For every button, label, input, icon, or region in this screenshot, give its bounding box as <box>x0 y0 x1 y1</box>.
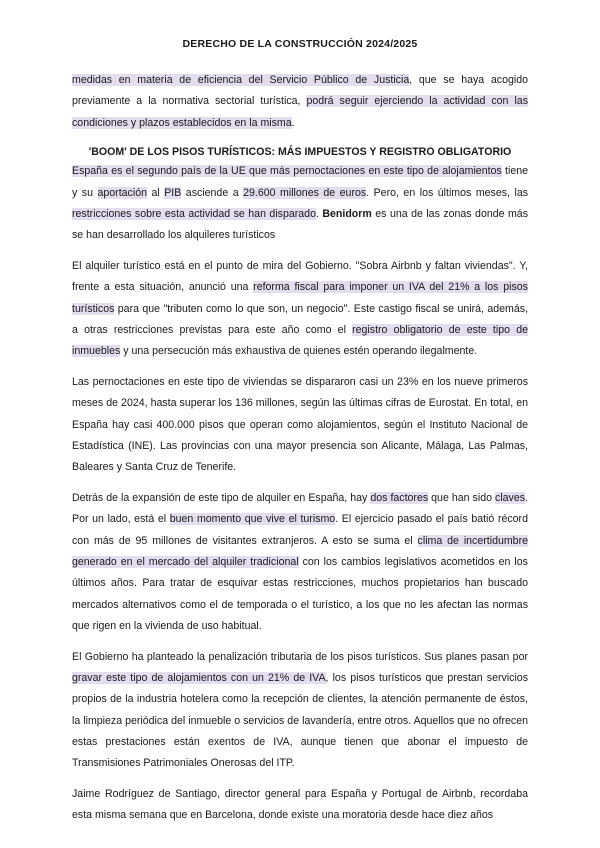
highlight: España es el segundo país de la UE que más pernoctaciones en este tipo de alojamientos <box>72 165 502 178</box>
highlight: registro obligatorio de este tipo de inmuebles <box>72 323 528 358</box>
text-run: . El ejercicio pasado el país batió récord con más de 95 millones de visitantes extranjeros. A esto se suma el <box>72 513 528 547</box>
highlight: clima de incertidumbre generado en el mercado del alquiler tradicional <box>72 534 528 568</box>
text-run: . Por un lado, está el <box>72 492 528 526</box>
document-body <box>72 70 528 836</box>
text-run: y una persecución más exhaustiva de quienes estén operando ilegalmente. <box>120 345 478 358</box>
text-run: para que "tributen como lo que son, un negocio". Este castigo fiscal se unirá, además, a otras restricciones previstas para este año como el <box>72 302 528 336</box>
text-run: El alquiler turístico está en el punto de mira del Gobierno. "Sobra Airbnb y faltan viviendas". Y, frente a esta situación, anunció una <box>72 260 528 294</box>
text-run: es una de las zonas donde más se han desarrollado los alquileres turísticos <box>72 207 528 242</box>
highlight: podrá seguir ejerciendo la actividad con las condiciones y plazos establecidos en la misma <box>72 95 528 129</box>
text-run: que han sido <box>428 492 496 505</box>
highlight: dos factores <box>370 492 429 505</box>
text-run: . <box>315 207 323 220</box>
paragraph-1 <box>72 70 528 134</box>
paragraph-3 <box>72 256 528 362</box>
highlight: PIB <box>164 186 182 199</box>
highlight: claves <box>495 492 526 505</box>
page-header: DERECHO DE LA CONSTRUCCIÓN 2024/2025 <box>182 38 418 50</box>
paragraph-4: Las pernoctaciones en este tipo de viviendas se dispararon casi un 23% en los nueve primeros meses de 2024, hasta superar los 136 millones, según las últimas cifras de Eurostat. En total, en España hay casi 400.000 pisos que operan como alojamientos, según el Instituto Nacional de Estadística (INE). Las provincias con una mayor presencia son Alicante, Málaga, Las Palmas, Baleares y Santa Cruz de Tenerife. <box>72 376 528 474</box>
paragraph-5 <box>72 488 528 637</box>
highlight: gravar este tipo de alojamientos con un 21% de IVA <box>72 671 326 684</box>
text-run: . <box>291 116 295 129</box>
text-run: Detrás de la expansión de este tipo de alquiler en España, hay <box>72 492 371 505</box>
highlight: medidas en materia de eficiencia del Servicio Público de Justicia <box>72 74 410 86</box>
highlight: buen momento que vive el turismo <box>169 513 336 526</box>
bold-text: Benidorm <box>322 207 372 220</box>
highlight: restricciones sobre esta actividad se han disparado <box>72 207 316 220</box>
text-run: , los pisos turísticos que prestan servicios propios de la industria hotelera como la recepción de clientes, la atención permanente de éstos, la limpieza periódica del inmueble o servicios de lavandería, entre otros. Aquellos que no ofrecen estas prestaciones están exentos de IVA, aunque tienen que abonar el impuesto de Transmisiones Patrimoniales Onerosas del ITP. <box>72 671 528 770</box>
highlight: aportación <box>97 186 147 199</box>
text-run: . Pero, en los últimos meses, las <box>366 186 529 199</box>
text-run: , que se haya acogido previamente a la normativa sectorial turística, <box>72 74 528 108</box>
section-title: 'BOOM' DE LOS PISOS TURÍSTICOS: MÁS IMPUESTOS Y REGISTRO OBLIGATORIO <box>88 146 512 159</box>
text-run: asciende a <box>181 186 244 199</box>
highlight: 29.600 millones de euros <box>243 186 367 199</box>
text-run: tiene y su <box>72 165 528 199</box>
paragraph-2 <box>72 161 528 246</box>
text-run: con los cambios legislativos acometidos en los últimos años. Para tratar de esquivar estas restricciones, muchos propietarios han buscado mercados alternativos como el de temporada o el turístico, a los que no les afectan las normas que rigen en la vivienda de uso habitual. <box>72 555 528 632</box>
highlight: reforma fiscal para imponer un IVA del 21% a los pisos turísticos <box>72 281 528 315</box>
paragraph-7: Jaime Rodríguez de Santiago, director general para España y Portugal de Airbnb, recordaba esta misma semana que en Barcelona, donde existe una moratoria desde hace diez años <box>72 787 528 822</box>
text-run: El Gobierno ha planteado la penalización tributaria de los pisos turísticos. Sus planes pasan por <box>72 650 528 663</box>
text-run: al <box>146 186 165 199</box>
paragraph-6 <box>72 647 528 775</box>
